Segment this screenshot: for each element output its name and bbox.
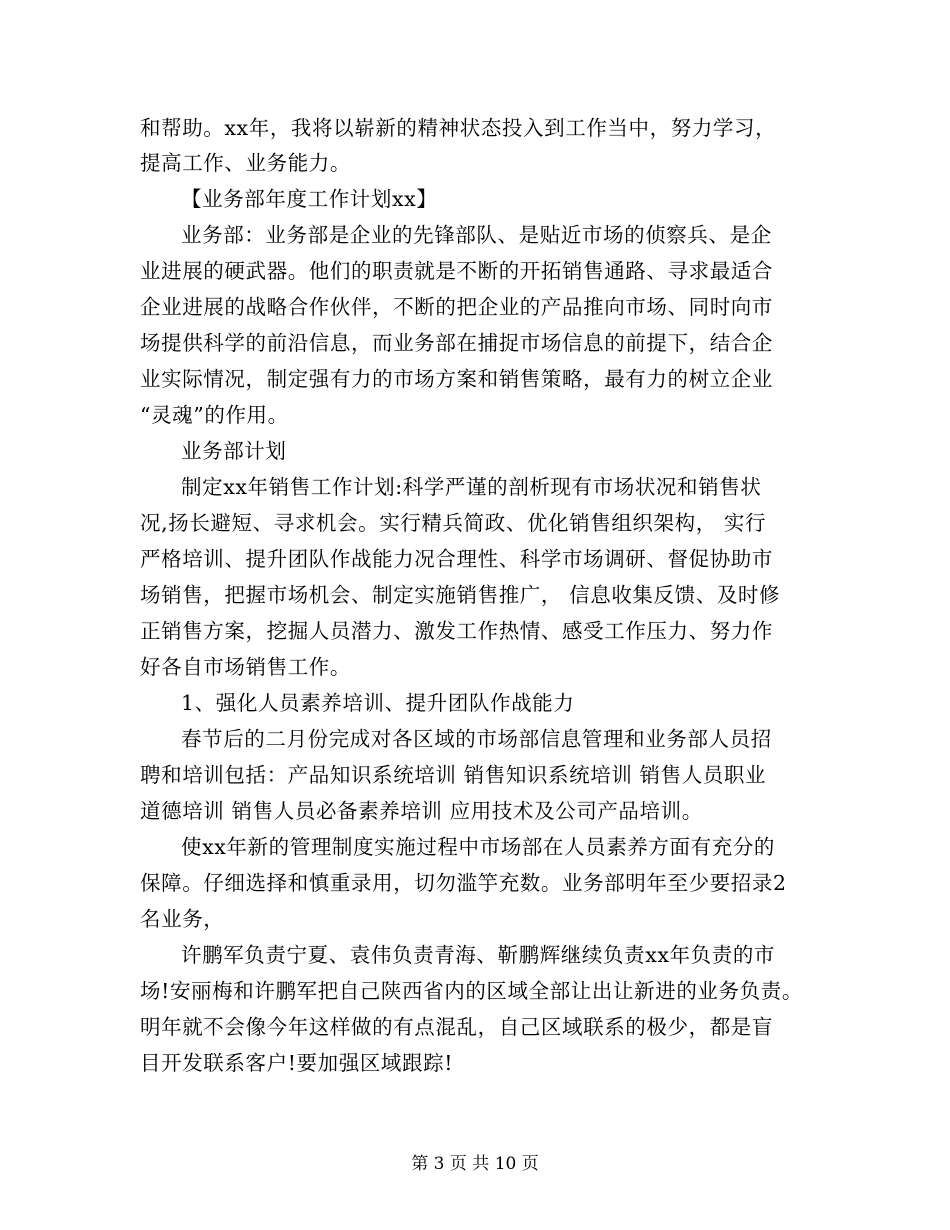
text-line: “灵魂”的作用。 [140, 403, 289, 427]
text-line: 场!安丽梅和许鹏军把自己陕西省内的区域全部让出让新进的业务负责。 [140, 979, 803, 1003]
text-line: 和帮助。xx年，我将以崭新的精神状态投入到工作当中，努力学习， [140, 116, 777, 140]
text-line: 好各自市场销售工作。 [140, 655, 351, 679]
text-line: 目开发联系客户!要加强区域跟踪! [140, 1051, 454, 1075]
text-line: 聘和培训包括：产品知识系统培训 销售知识系统培训 销售人员职业 [140, 763, 767, 787]
text-line: 正销售方案，挖掘人员潜力、激发工作热情、感受工作压力、努力作 [140, 619, 773, 643]
section-heading: 1、强化人员素养培训、提升团队作战能力 [181, 691, 575, 715]
text-line: 业务部：业务部是企业的先锋部队、是贴近市场的侦察兵、是企 [181, 223, 772, 247]
text-line: 名业务， [140, 907, 225, 931]
text-line: 使xx年新的管理制度实施过程中市场部在人员素养方面有充分的 [181, 835, 776, 859]
text-line: 道德培训 销售人员必备素养培训 应用技术及公司产品培训。 [140, 799, 703, 823]
text-line: 严格培训、提升团队作战能力况合理性、科学市场调研、督促协助市 [140, 547, 773, 571]
text-line: 场销售，把握市场机会、制定实施销售推广， 信息收集反馈、及时修 [140, 583, 781, 607]
text-line: 企业进展的战略合作伙伴，不断的把企业的产品推向市场、同时向市 [140, 295, 773, 319]
section-heading: 业务部计划 [181, 439, 287, 463]
text-line: 许鹏军负责宁夏、袁伟负责青海、靳鹏辉继续负责xx年负责的市 [181, 943, 776, 967]
text-line: 场提供科学的前沿信息，而业务部在捕捉市场信息的前提下，结合企 [140, 331, 773, 355]
text-line: 业进展的硬武器。他们的职责就是不断的开拓销售通路、寻求最适合 [140, 259, 773, 283]
text-line: 春节后的二月份完成对各区域的市场部信息管理和业务部人员招 [181, 727, 772, 751]
page-number-footer: 第 3 页 共 10 页 [411, 1154, 539, 1174]
text-line: 业实际情况，制定强有力的市场方案和销售策略，最有力的树立企业 [140, 367, 773, 391]
text-line: 况,扬长避短、寻求机会。实行精兵简政、优化销售组织架构， 实行 [140, 511, 767, 535]
text-line: 提高工作、业务能力。 [140, 151, 351, 175]
text-line: 制定xx年销售工作计划:科学严谨的剖析现有市场状况和销售状 [181, 475, 762, 499]
section-heading: 【业务部年度工作计划xx】 [181, 187, 438, 211]
text-line: 明年就不会像今年这样做的有点混乱，自己区域联系的极少，都是盲 [140, 1015, 773, 1039]
text-line: 保障。仔细选择和慎重录用，切勿滥竽充数。业务部明年至少要招录2 [140, 871, 787, 895]
